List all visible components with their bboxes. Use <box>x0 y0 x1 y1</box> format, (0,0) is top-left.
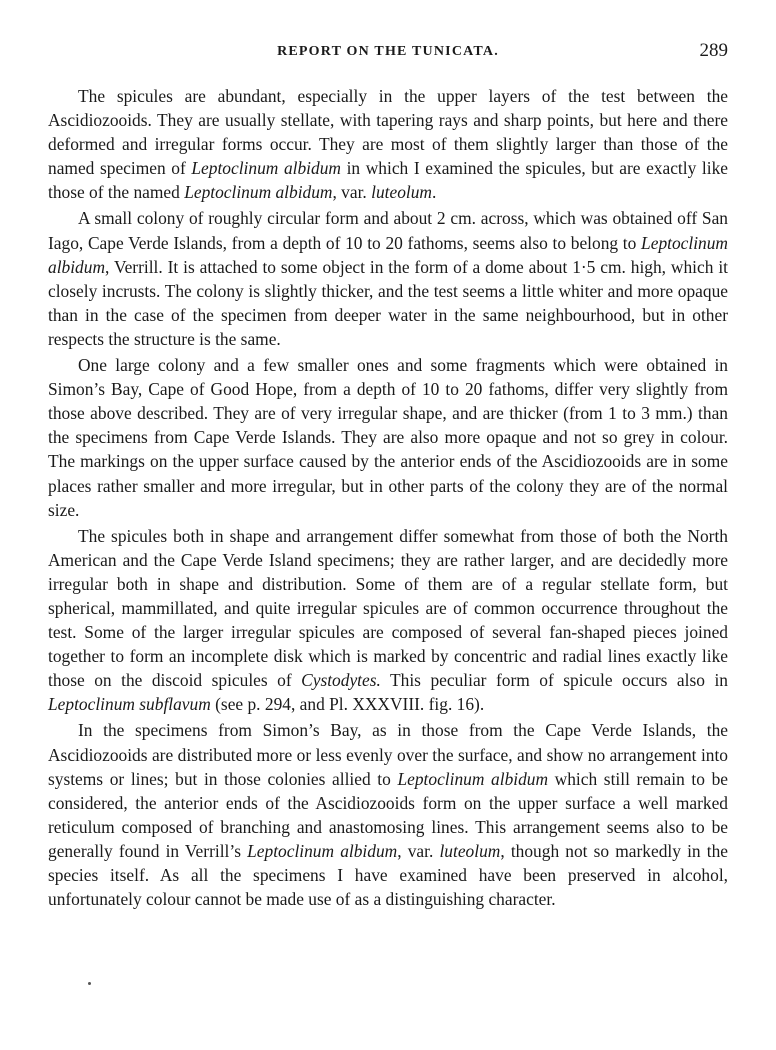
text-run: , var. <box>332 182 372 203</box>
text-run: which still remain to be considered, the anterior ends of the Ascidiozooids form on the upper surface a well marked reticulum composed of branching and anastomosing lines. This arrangement seems also to be generally found in Verrill’s <box>48 768 729 861</box>
running-title: REPORT ON THE TUNICATA. <box>277 44 499 59</box>
paragraph <box>48 206 728 351</box>
italic-taxon-name: Leptoclinum albidum <box>48 232 728 277</box>
paragraph <box>48 524 728 717</box>
document-page <box>48 38 728 913</box>
italic-taxon-name: luteolum <box>439 840 501 861</box>
text-run: The spicules are abundant, especially in the upper layers of the test between the Ascidiozooids. They are usually stellate, with tapering rays and sharp points, but here and there deformed and irregular forms occur. They are most of them slightly larger than those of the named specimen of <box>48 86 728 179</box>
paragraph <box>48 718 728 911</box>
text-run: (see p. 294, and Pl. XXXVIII. fig. 16). <box>210 694 485 715</box>
italic-taxon-name: Leptoclinum albidum <box>191 158 341 179</box>
body-text <box>48 84 728 911</box>
italic-taxon-name: Leptoclinum albidum <box>247 840 398 861</box>
page-number: 289 <box>699 40 728 61</box>
text-run: in which I examined the spicules, but are exactly like those of the named <box>48 158 728 203</box>
page-header <box>48 38 728 68</box>
text-run: , var. <box>397 840 440 861</box>
text-run: One large colony and a few smaller ones and some fragments which were obtained in Simon’s Bay, Cape of Good Hope, from a depth of 10 to 20 fathoms, differ very slightly from those above described. They are of very irregular shape, and are thicker (from 1 to 3 mm.) than the specimens from Cape Verde Islands. They are also more opaque and not so grey in colour. The markings on the upper surface caused by the anterior ends of the Ascidiozooids are in some places rather smaller and more irregular, but in other parts of the colony they are of the normal size. <box>48 355 728 520</box>
text-run: , Verrill. It is attached to some object in the form of a dome about 1·5 cm. high, which it closely incrusts. The colony is slightly thicker, and the test seems a little whiter and more opaque than in the case of the specimen from deeper water in the same neighbourhood, but in other respects the structure is the same. <box>48 256 728 349</box>
text-run: The spicules both in shape and arrangement differ somewhat from those of both the North American and the Cape Verde Island specimens; they are rather larger, and are decidedly more irregular both in shape and distribution. Some of them are of a regular stellate form, but spherical, mammillated, and quite irregular spicules are of common occurrence throughout the test. Some of the larger irregular spicules are composed of several fan-shaped pieces joined together to form an incomplete disk which is marked by concentric and radial lines exactly like those on the discoid spicules of <box>48 525 728 691</box>
text-run: In the specimens from Simon’s Bay, as in those from the Cape Verde Islands, the Ascidiozooids are distributed more or less evenly over the surface, and show no arrangement into systems or lines; but in those colonies allied to <box>48 720 728 789</box>
paragraph <box>48 84 728 204</box>
italic-taxon-name: Leptoclinum albidum <box>397 768 549 789</box>
italic-taxon-name: Leptoclinum albidum <box>184 182 333 203</box>
italic-taxon-name: Cystodytes. <box>301 670 381 691</box>
text-run: A small colony of roughly circular form and about 2 cm. across, which was obtained off San Iago, Cape Verde Islands, from a depth of 10 to 20 fathoms, seems also to belong to <box>48 208 728 253</box>
italic-taxon-name: Leptoclinum subflavum <box>48 694 211 715</box>
text-run: . <box>431 182 437 203</box>
stray-print-mark <box>88 982 91 985</box>
italic-taxon-name: luteolum <box>371 182 432 203</box>
paragraph <box>48 353 728 522</box>
text-run: , though not so markedly in the species itself. As all the specimens I have examined have been preserved in alcohol, unfortunately colour cannot be made use of as a distinguishing character. <box>48 840 729 910</box>
text-run: This peculiar form of spicule occurs also in <box>380 670 728 691</box>
